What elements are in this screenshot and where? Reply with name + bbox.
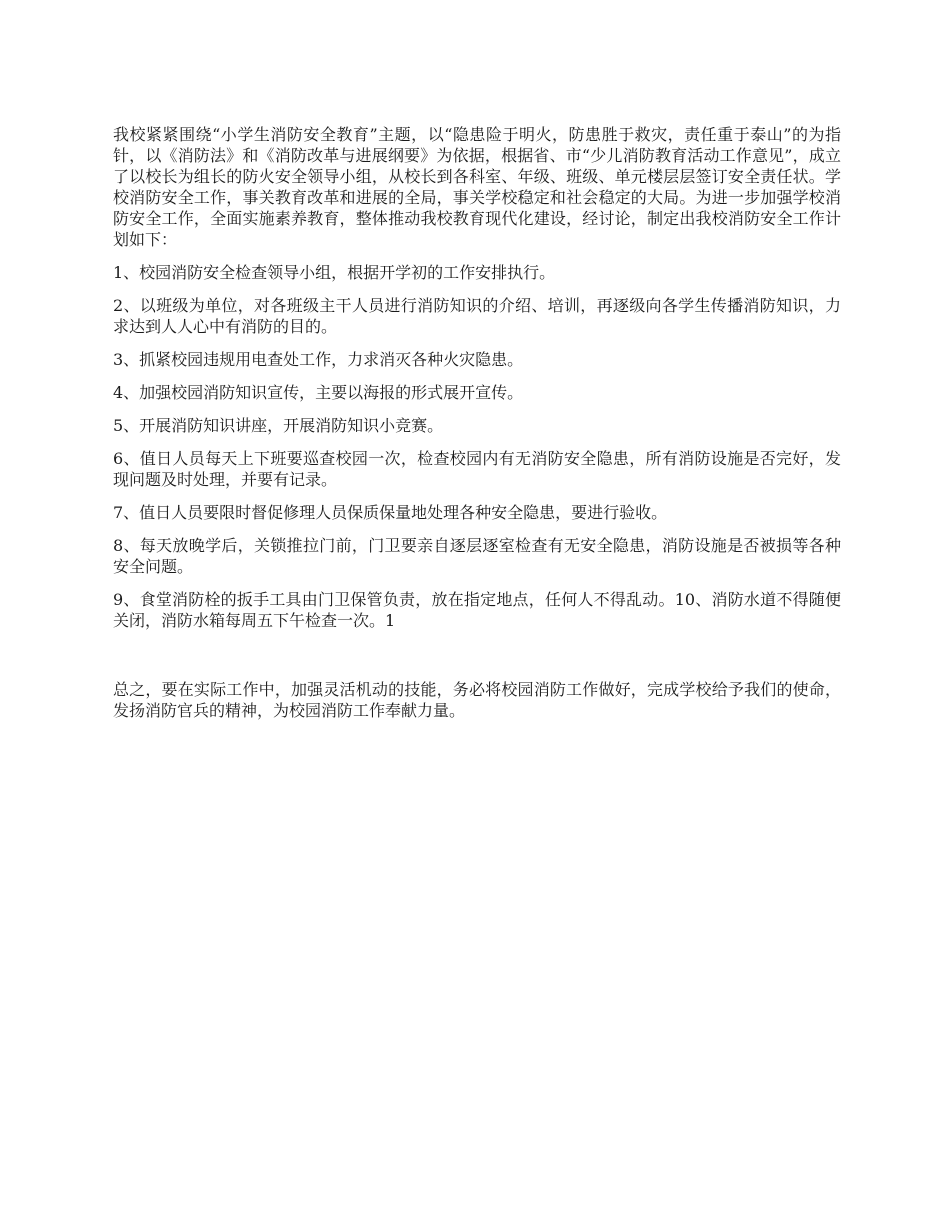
list-item-4: 4、加强校园消防知识宣传，主要以海报的形式展开宣传。 <box>113 383 524 402</box>
list-item-7: 7、值日人员要限时督促修理人员保质保量地处理各种安全隐患，要进行验收。 <box>113 503 668 522</box>
list-item-5: 5、开展消防知识讲座，开展消防知识小竞赛。 <box>113 416 444 435</box>
list-item-6: 6、值日人员每天上下班要巡查校园一次，检查校园内有无消防安全隐患，所有消防设施是否完好，发现问题及时处理，并要有记录。 <box>113 449 841 489</box>
list-item-1: 1、校园消防安全检查领导小组，根据开学初的工作安排执行。 <box>113 263 556 282</box>
list-item-8: 8、每天放晚学后，关锁推拉门前，门卫要亲自逐层逐室检查有无安全隐患，消防设施是否被损等各种安全问题。 <box>113 536 841 576</box>
list-item-3: 3、抓紧校园违规用电查处工作，力求消灭各种火灾隐患。 <box>113 350 524 369</box>
paragraph-spacer <box>113 643 841 679</box>
list-item-2: 2、以班级为单位，对各班级主干人员进行消防知识的介绍、培训，再逐级向各学生传播消防知识，力求达到人人心中有消防的目的。 <box>113 296 841 336</box>
intro-paragraph: 我校紧紧围绕“小学生消防安全教育”主题，以“隐患险于明火，防患胜于救灾，责任重于泰山”的为指针，以《消防法》和《消防改革与进展纲要》为依据，根据省、市“少儿消防教育活动工作意见”，成立了以校长为组长的防火安全领导小组，从校长到各科室、年级、班级、单元楼层层签订安全责任状。学校消防安全工作，事关教育改革和进展的全局，事关学校稳定和社会稳定的大局。为进一步加强学校消防安全工作，全面实施素养教育，整体推动我校教育现代化建设，经讨论，制定出我校消防安全工作计划如下： <box>113 125 841 249</box>
document-body <box>113 124 841 733</box>
list-item-9: 9、食堂消防栓的扳手工具由门卫保管负责，放在指定地点，任何人不得乱动。10、消防水道不得随便关闭，消防水箱每周五下午检查一次。1 <box>113 590 841 630</box>
conclusion-paragraph: 总之，要在实际工作中，加强灵活机动的技能，务必将校园消防工作做好，完成学校给予我们的使命，发扬消防官兵的精神，为校园消防工作奉献力量。 <box>113 680 841 720</box>
